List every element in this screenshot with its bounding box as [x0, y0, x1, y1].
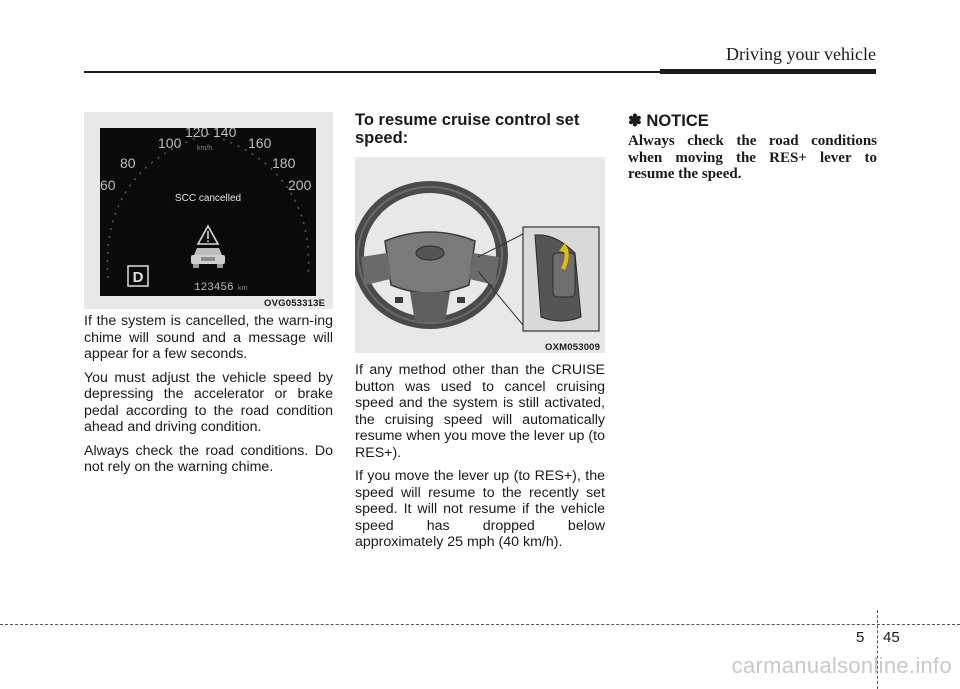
figure-caption-left: OVG053313E	[264, 298, 326, 309]
paragraph: Always check the road conditions. Do not rely on the warning chime.	[84, 442, 333, 475]
scc-cancelled-message: SCC cancelled	[174, 193, 242, 204]
notice-body: Always check the road conditions when moving the RES+ lever to resume the speed.	[628, 133, 877, 182]
speed-label-60: 60	[100, 177, 116, 193]
paragraph: If you move the lever up (to RES+), the speed will resume to the recently set speed. It will not resume if the vehicle speed has dropped below approximately 25 mph (40 km/h).	[355, 468, 605, 550]
warning-triangle-icon	[198, 226, 218, 244]
paragraph: You must adjust the vehicle speed by depressing the accelerator or brake pedal according to the road condition ahead and driving condition.	[84, 369, 333, 435]
cluster-svg	[100, 128, 316, 296]
section-header-title: Driving your vehicle	[726, 44, 876, 64]
steering-wheel-figure	[355, 157, 605, 353]
speed-label-120: 120	[185, 128, 209, 140]
speed-label-180: 180	[272, 155, 296, 171]
header-rule-accent	[660, 69, 876, 74]
car-rear-icon	[191, 248, 225, 268]
paragraph: If any method other than the CRUISE button was used to cancel cruising speed and the system is still activated, the cruising speed will automatically resume when you move the lever up (to RES+).	[355, 362, 605, 461]
section-heading: To resume cruise control set speed:	[355, 111, 580, 147]
gear-indicator: D	[132, 269, 144, 286]
odometer-unit: km	[238, 285, 248, 292]
speed-label-80: 80	[120, 155, 136, 171]
figure-caption-middle: OXM053009	[545, 342, 601, 353]
notice-title: ✽ NOTICE	[628, 112, 709, 130]
speed-label-140: 140	[213, 128, 237, 140]
watermark: carmanualsonline.info	[731, 653, 952, 678]
middle-column-text	[355, 362, 605, 558]
left-column-text	[84, 313, 333, 483]
speed-unit: km/h	[197, 145, 213, 152]
page-number: 45	[883, 629, 900, 646]
speed-label-200: 200	[288, 177, 312, 193]
paragraph: If the system is cancelled, the warn-ing chime will sound and a message will appear for a few seconds.	[84, 313, 333, 362]
odometer-reading: 123456	[194, 282, 234, 294]
chapter-number: 5	[856, 629, 865, 646]
footer-dashed-rule	[0, 624, 960, 625]
speed-label-160: 160	[248, 135, 272, 151]
instrument-cluster-display	[100, 128, 316, 296]
steering-wheel-svg	[355, 157, 605, 353]
speed-label-100: 100	[158, 135, 182, 151]
